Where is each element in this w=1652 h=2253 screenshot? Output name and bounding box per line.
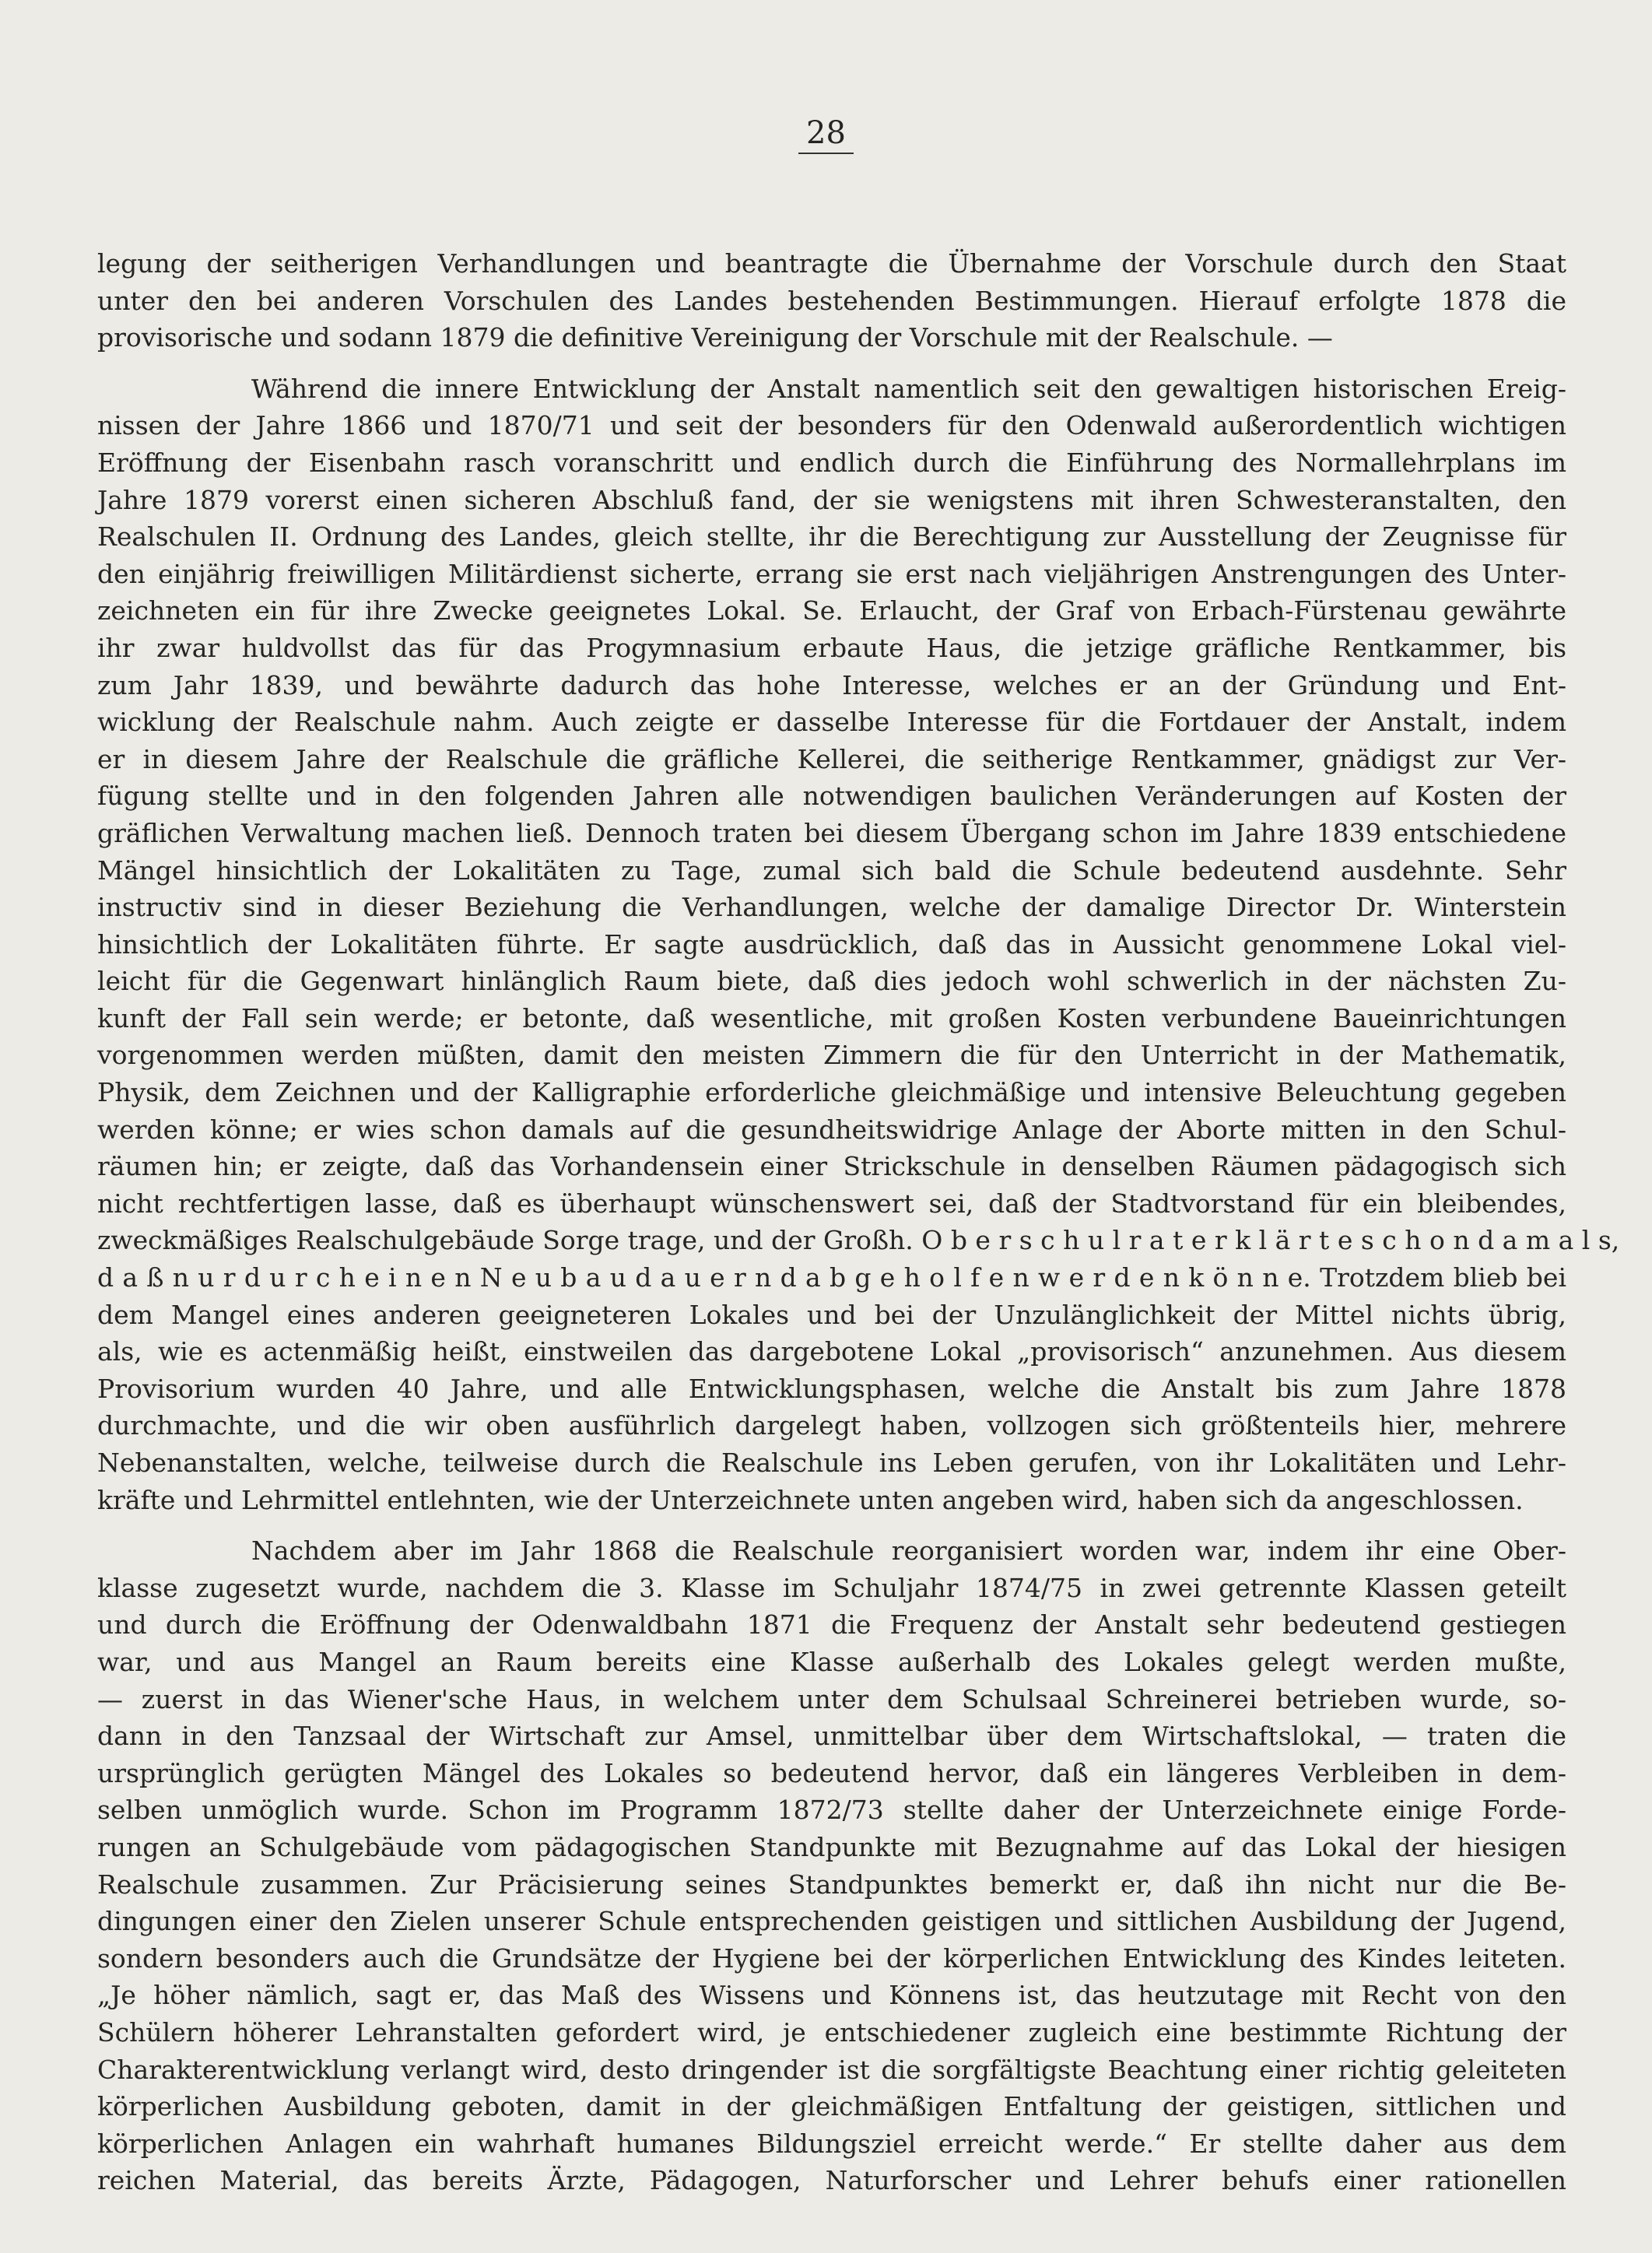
text-line: Nachdem aber im Jahr 1868 die Realschule reorganisiert worden war, indem ihr eine Ober- — [251, 1535, 1566, 1567]
text-line: rungen an Schulgebäude vom pädagogischen Standpunkte mit Bezugnahme auf das Lokal der hiesigen — [97, 1831, 1566, 1862]
text-line: unter den bei anderen Vorschulen des Landes bestehenden Bestimmungen. Hierauf erfolgte 1878 die — [97, 285, 1566, 316]
text-line: klasse zugesetzt wurde, nachdem die 3. Klasse im Schuljahr 1874/75 in zwei getrennte Klassen geteilt — [97, 1572, 1566, 1603]
text-line: zweckmäßiges Realschulgebäude Sorge trage, und der Großh. O b e r s c h u l r a t e r k l ä r t e s c h o n d a m a l s, — [97, 1225, 1620, 1256]
text-line: „Je höher nämlich, sagt er, das Maß des Wissens und Könnens ist, das heutzutage mit Recht von den — [97, 1980, 1566, 2011]
text-line: dann in den Tanzsaal der Wirtschaft zur Amsel, unmittelbar über dem Wirtschaftslokal, — traten die — [97, 1721, 1566, 1752]
text-line: sondern besonders auch die Grundsätze der Hygiene bei der körperlichen Entwicklung des Kindes leiteten. — [97, 1942, 1566, 1974]
text-line: räumen hin; er zeigte, daß das Vorhandensein einer Strickschule in denselben Räumen pädagogisch sich — [97, 1151, 1566, 1182]
text-line: fügung stellte und in den folgenden Jahren alle notwendigen baulichen Veränderungen auf Kosten der — [97, 781, 1566, 812]
text-line: selben unmöglich wurde. Schon im Programm 1872/73 stellte daher der Unterzeichnete einige Forde- — [97, 1795, 1566, 1826]
text-line: Eröffnung der Eisenbahn rasch voranschritt und endlich durch die Einführung des Normallehrplans im — [97, 447, 1566, 478]
text-line: reichen Material, das bereits Ärzte, Pädagogen, Naturforscher und Lehrer behufs einer rationellen — [97, 2165, 1566, 2196]
text-line: dem Mangel eines anderen geeigneteren Lokales und bei der Unzulänglichkeit der Mittel nichts übrig, — [97, 1299, 1566, 1330]
text-line: vorgenommen werden müßten, damit den meisten Zimmern die für den Unterricht in der Mathematik, — [97, 1040, 1566, 1071]
text-line: provisorische und sodann 1879 die definitive Vereinigung der Vorschule mit der Realschule. — — [97, 322, 1333, 353]
text-line: Jahre 1879 vorerst einen sicheren Abschluß fand, der sie wenigstens mit ihren Schwesteranstalten, den — [97, 484, 1566, 515]
text-line: wicklung der Realschule nahm. Auch zeigte er dasselbe Interesse für die Fortdauer der Anstalt, indem — [97, 707, 1566, 738]
text-line: und durch die Eröffnung der Odenwaldbahn 1871 die Frequenz der Anstalt sehr bedeutend gestiegen — [97, 1609, 1566, 1641]
text-line: Charakterentwicklung verlangt wird, desto dringender ist die sorgfältigste Beachtung einer richtig geleiteten — [97, 2054, 1566, 2085]
text-line: legung der seitherigen Verhandlungen und beantragte die Übernahme der Vorschule durch den Staat — [97, 248, 1566, 279]
text-line: er in diesem Jahre der Realschule die gräfliche Kellerei, die seitherige Rentkammer, gnädigst zur Ver- — [97, 743, 1566, 774]
text-line: Mängel hinsichtlich der Lokalitäten zu Tage, zumal sich bald die Schule bedeutend ausdehnte. Sehr — [97, 855, 1566, 886]
paragraph — [97, 1532, 1566, 2199]
paragraph — [97, 370, 1620, 1518]
text-line: nicht rechtfertigen lasse, daß es überhaupt wünschenswert sei, daß der Stadtvorstand für ein bleibendes, — [97, 1188, 1566, 1219]
text-line: körperlichen Ausbildung geboten, damit in der gleichmäßigen Entfaltung der geistigen, sittlichen und — [97, 2091, 1566, 2122]
text-line: leicht für die Gegenwart hinlänglich Raum biete, daß dies jedoch wohl schwerlich in der nächsten Zu- — [97, 966, 1566, 997]
text-line: durchmachte, und die wir oben ausführlich dargelegt haben, vollzogen sich größtenteils hier, mehrere — [97, 1410, 1566, 1441]
text-line: kunft der Fall sein werde; er betonte, daß wesentliche, mit großen Kosten verbundene Baueinrichtungen — [97, 1002, 1566, 1034]
text-line: ursprünglich gerügten Mängel des Lokales so bedeutend hervor, daß ein längeres Verbleiben in dem- — [97, 1757, 1566, 1788]
text-line: werden könne; er wies schon damals auf die gesundheitswidrige Anlage der Aborte mitten in den Schul- — [97, 1114, 1566, 1145]
text-line: war, und aus Mangel an Raum bereits eine Klasse außerhalb des Lokales gelegt werden mußte, — [97, 1646, 1566, 1677]
text-line: nissen der Jahre 1866 und 1870/71 und seit der besonders für den Odenwald außerordentlich wichtigen — [97, 410, 1566, 441]
text-line: den einjährig freiwilligen Militärdienst sicherte, errang sie erst nach vieljährigen Anstrengungen des Unter- — [97, 558, 1566, 589]
page-number: 28 — [798, 115, 854, 154]
text-line: d a ß n u r d u r c h e i n e n N e u b a u d a u e r n d a b g e h o l f e n w e r d e n k ö n n e. Trotzdem blieb bei — [97, 1262, 1566, 1293]
text-line: Physik, dem Zeichnen und der Kalligraphie erforderliche gleichmäßige und intensive Beleuchtung gegeben — [97, 1077, 1566, 1108]
text-line: Realschule zusammen. Zur Präcisierung seines Standpunktes bemerkt er, daß ihn nicht nur die Be- — [97, 1869, 1566, 1900]
text-line: Provisorium wurden 40 Jahre, und alle Entwicklungsphasen, welche die Anstalt bis zum Jahre 1878 — [97, 1373, 1566, 1404]
text-line: Nebenanstalten, welche, teilweise durch die Realschule ins Leben gerufen, von ihr Lokalitäten und Lehr- — [97, 1448, 1566, 1478]
text-line: zum Jahr 1839, und bewährte dadurch das hohe Interesse, welches er an der Gründung und Ent- — [97, 669, 1566, 700]
page-number-container — [0, 115, 1652, 151]
text-line: — zuerst in das Wiener'sche Haus, in welchem unter dem Schulsaal Schreinerei betrieben wurde, so- — [97, 1683, 1566, 1714]
text-line: instructiv sind in dieser Beziehung die Verhandlungen, welche der damalige Director Dr. Winterstein — [97, 892, 1566, 923]
text-line: kräfte und Lehrmittel entlehnten, wie der Unterzeichnete unten angeben wird, haben sich da angeschlossen. — [97, 1484, 1524, 1515]
text-line: Realschulen II. Ordnung des Landes, gleich stellte, ihr die Berechtigung zur Ausstellung der Zeugnisse für — [97, 521, 1566, 553]
text-line: hinsichtlich der Lokalitäten führte. Er sagte ausdrücklich, daß das in Aussicht genommene Lokal viel- — [97, 928, 1566, 960]
text-line: körperlichen Anlagen ein wahrhaft humanes Bildungsziel erreicht werde.“ Er stellte daher aus dem — [97, 2128, 1566, 2159]
text-line: zeichneten ein für ihre Zwecke geeignetes Lokal. Se. Erlaucht, der Graf von Erbach-Fürstenau gewährte — [97, 595, 1566, 626]
text-line: ihr zwar huldvollst das für das Progymnasium erbaute Haus, die jetzige gräfliche Rentkammer, bis — [97, 632, 1566, 663]
text-line: Schülern höherer Lehranstalten gefordert wird, je entschiedener zugleich eine bestimmte Richtung der — [97, 2016, 1566, 2048]
paragraph — [97, 245, 1566, 356]
text-line: als, wie es actenmäßig heißt, einstweilen das dargebotene Lokal „provisorisch“ anzunehmen. Aus diesem — [97, 1336, 1566, 1367]
body-text — [97, 245, 1620, 2213]
text-line: gräflichen Verwaltung machen ließ. Dennoch traten bei diesem Übergang schon im Jahre 1839 entschiedene — [97, 817, 1566, 848]
text-line: Während die innere Entwicklung der Anstalt namentlich seit den gewaltigen historischen Ereig- — [251, 373, 1566, 404]
text-line: dingungen einer den Zielen unserer Schule entsprechenden geistigen und sittlichen Ausbildung der Jugend, — [97, 1906, 1566, 1937]
